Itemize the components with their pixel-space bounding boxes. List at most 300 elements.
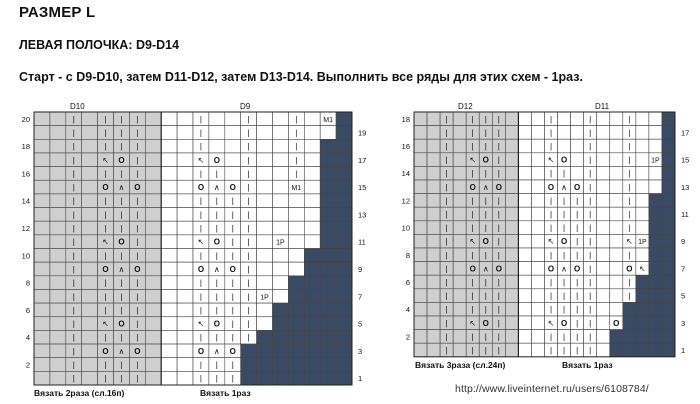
chart-cell [145, 180, 161, 194]
chart-cell [636, 316, 649, 330]
chart-cell [273, 126, 289, 140]
repeat-note: Вязать 1раз [200, 388, 251, 398]
stitch-symbol: | [445, 155, 448, 165]
chart-cell [336, 112, 352, 126]
row-number-even: 18 [21, 142, 30, 152]
stitch-symbol: | [628, 210, 631, 219]
stitch-symbol: | [445, 346, 448, 355]
chart-cell [518, 180, 531, 194]
chart-cell [257, 358, 273, 372]
chart-cell [649, 289, 662, 303]
chart-cell [145, 167, 161, 181]
stitch-symbol: | [445, 237, 448, 247]
chart-cell [414, 112, 427, 126]
stitch-symbol: | [563, 250, 566, 260]
stitch-symbol: O [482, 237, 489, 247]
chart-cell [82, 221, 98, 235]
chart-cell [636, 126, 649, 140]
stitch-symbol: | [120, 305, 123, 315]
chart-cell [209, 126, 225, 140]
chart-cell [320, 208, 336, 222]
stitch-symbol: ∧ [213, 264, 220, 274]
chart-cell [161, 330, 177, 344]
row-number-odd: 9 [681, 237, 686, 247]
chart-cell [320, 180, 336, 194]
chart-cell [505, 207, 518, 221]
chart-cell [288, 289, 304, 303]
chart-cell [161, 358, 177, 372]
chart-cell [257, 276, 273, 290]
stitch-symbol: | [104, 128, 107, 138]
chart-cell [336, 167, 352, 181]
stitch-symbol: | [549, 128, 553, 138]
chart-cell [427, 207, 440, 221]
chart-cell [414, 316, 427, 330]
row-number-odd: 11 [681, 210, 689, 219]
stitch-symbol: O [469, 264, 476, 274]
chart-cell [34, 262, 50, 276]
stitch-symbol: | [471, 142, 474, 151]
chart-cell [161, 371, 177, 385]
stitch-symbol: | [576, 318, 579, 328]
chart-cell [34, 371, 50, 385]
chart-cell [145, 276, 161, 290]
chart-cell [558, 112, 571, 126]
stitch-symbol: | [628, 128, 631, 138]
stitch-symbol: | [589, 237, 592, 247]
chart-cell [610, 221, 623, 235]
chart-cell [453, 248, 466, 262]
chart-cell [610, 343, 623, 357]
stitch-symbol: | [104, 224, 107, 234]
chart-cell [427, 330, 440, 344]
chart-cell [288, 371, 304, 385]
chart-cell [571, 166, 584, 180]
chart-cell [531, 316, 544, 330]
chart-cell [636, 289, 649, 303]
chart-cell [145, 139, 161, 153]
stitch-symbol: | [497, 210, 500, 219]
chart-cell [414, 330, 427, 344]
chart-cell [453, 343, 466, 357]
chart-cell [34, 194, 50, 208]
chart-cell [82, 344, 98, 358]
stitch-symbol: ∧ [482, 182, 489, 192]
chart-cell [505, 275, 518, 289]
chart-cell [414, 234, 427, 248]
chart-cell [649, 194, 662, 208]
chart-cell [161, 235, 177, 249]
stitch-symbol: | [247, 183, 250, 193]
chart-cell [320, 126, 336, 140]
chart-cell [177, 317, 193, 331]
chart-cell [177, 358, 193, 372]
chart-cell [518, 194, 531, 208]
chart-cell [257, 139, 273, 153]
chart-cell [145, 235, 161, 249]
chart-cell [50, 153, 66, 167]
stitch-symbol: | [231, 319, 234, 329]
chart-cell [597, 180, 610, 194]
stitch-symbol: ↖ [197, 155, 205, 165]
chart-cell [320, 289, 336, 303]
chart-cell [273, 371, 289, 385]
chart-cell [571, 153, 584, 167]
stitch-symbol: | [445, 142, 448, 151]
stitch-symbol: ↖ [469, 318, 477, 328]
stitch-symbol: | [484, 305, 487, 315]
stitch-symbol: | [72, 169, 75, 179]
chart-cell [518, 207, 531, 221]
chart-cell [34, 235, 50, 249]
chart-cell [453, 166, 466, 180]
stitch-symbol: O [102, 264, 109, 274]
stitch-symbol: | [72, 183, 75, 193]
chart-cell [82, 317, 98, 331]
stitch-symbol: | [484, 169, 487, 179]
chart-cell [636, 275, 649, 289]
stitch-symbol: | [104, 305, 107, 315]
chart-cell [336, 358, 352, 372]
chart-cell [453, 316, 466, 330]
chart-cell [427, 289, 440, 303]
stitch-symbol: | [549, 196, 553, 206]
chart-cell [82, 330, 98, 344]
chart-cell [34, 317, 50, 331]
stitch-symbol: O [213, 155, 220, 165]
chart-cell [505, 234, 518, 248]
stitch-symbol: ∧ [561, 182, 568, 192]
chart-cell [304, 303, 320, 317]
stitch-symbol: | [136, 319, 139, 329]
chart-cell [257, 330, 273, 344]
chart-cell [50, 317, 66, 331]
chart-cell [518, 275, 531, 289]
stitch-symbol: | [484, 128, 487, 138]
row-number-even: 16 [401, 142, 410, 151]
chart-cell [304, 289, 320, 303]
stitch-symbol: O [229, 183, 236, 193]
stitch-symbol: | [563, 305, 566, 315]
stitch-symbol: | [215, 333, 218, 343]
repeat-note: Вязать 1раз [562, 359, 613, 370]
chart-cell [649, 126, 662, 140]
stitch-symbol: | [471, 332, 474, 342]
stitch-symbol: O [482, 155, 489, 165]
chart-cell [453, 180, 466, 194]
stitch-symbol: | [72, 142, 75, 152]
chart-cell [304, 249, 320, 263]
row-number-even: 8 [405, 250, 410, 260]
chart-cell [531, 153, 544, 167]
chart-cell [257, 221, 273, 235]
chart-cell [82, 112, 98, 126]
chart-cell [161, 194, 177, 208]
section-title: ЛЕВАЯ ПОЛОЧКА: D9-D14 [19, 38, 180, 52]
chart-cell [518, 330, 531, 344]
chart-cell [34, 289, 50, 303]
stitch-symbol: | [199, 305, 202, 315]
chart-cell [177, 139, 193, 153]
chart-cell [304, 139, 320, 153]
chart-cell [161, 344, 177, 358]
chart-cell [610, 302, 623, 316]
stitch-symbol: O [560, 318, 568, 328]
chart-cell [50, 194, 66, 208]
stitch-symbol: ∧ [561, 264, 568, 274]
chart-cell [288, 276, 304, 290]
chart-cell [662, 343, 675, 357]
row-number-even: 8 [25, 278, 30, 288]
stitch-symbol: O [229, 264, 236, 274]
chart-cell [50, 344, 66, 358]
chart-cell [636, 180, 649, 194]
stitch-symbol: | [120, 210, 123, 220]
chart-cell [558, 126, 571, 140]
chart-cell [518, 139, 531, 153]
chart-cell [649, 207, 662, 221]
stitch-symbol: | [576, 305, 579, 315]
stitch-symbol: | [247, 264, 250, 274]
chart-cell [623, 343, 636, 357]
chart-cell [273, 112, 289, 126]
chart-cell [161, 112, 177, 126]
chart-cell [518, 302, 531, 316]
stitch-symbol: | [136, 114, 139, 124]
chart-cell [597, 262, 610, 276]
stitch-symbol: | [120, 360, 123, 370]
stitch-symbol: | [445, 318, 448, 328]
stitch-symbol: | [471, 114, 474, 124]
chart-cell [257, 262, 273, 276]
stitch-symbol: | [215, 224, 218, 234]
stitch-symbol: | [72, 278, 75, 288]
chart-cell [505, 289, 518, 303]
chart-cell [597, 207, 610, 221]
chart-cell [336, 262, 352, 276]
chart-cell [623, 316, 636, 330]
chart-cell [636, 248, 649, 262]
chart-cell [304, 180, 320, 194]
chart-cell [649, 330, 662, 344]
chart-cell [636, 330, 649, 344]
row-number-even: 10 [21, 251, 30, 261]
chart-cell [177, 371, 193, 385]
chart-cell [505, 126, 518, 140]
chart-cell [145, 249, 161, 263]
chart-cell [427, 302, 440, 316]
stitch-symbol: | [120, 292, 123, 302]
chart-cell [610, 289, 623, 303]
chart-cell [145, 371, 161, 385]
stitch-symbol: | [231, 196, 234, 206]
stitch-symbol: | [247, 319, 250, 329]
stitch-symbol: | [215, 278, 218, 288]
stitch-symbol: ↖ [197, 237, 205, 247]
chart-cell [336, 180, 352, 194]
stitch-symbol: | [231, 237, 234, 247]
chart-cell [145, 330, 161, 344]
stitch-symbol: ∧ [118, 346, 125, 356]
chart-cell [34, 139, 50, 153]
stitch-symbol: | [136, 155, 139, 165]
chart-cell [34, 126, 50, 140]
chart-cell [177, 344, 193, 358]
stitch-symbol: | [549, 210, 553, 219]
stitch-symbol: | [72, 114, 75, 124]
chart-cell [161, 221, 177, 235]
chart-cell [623, 302, 636, 316]
chart-cell [320, 194, 336, 208]
stitch-symbol: | [215, 196, 218, 206]
stitch-symbol: | [72, 155, 75, 165]
chart-cell [288, 303, 304, 317]
chart-cell [427, 248, 440, 262]
stitch-symbol: | [199, 360, 202, 370]
row-number-odd: 3 [681, 318, 686, 328]
chart-cell [225, 112, 241, 126]
chart-cell [273, 180, 289, 194]
chart-cell [623, 330, 636, 344]
stitch-symbol: 1P [260, 294, 269, 302]
stitch-symbol: | [589, 155, 592, 165]
chart-cell [662, 194, 675, 208]
chart-cell [597, 330, 610, 344]
chart-cell [320, 276, 336, 290]
chart-cell [257, 126, 273, 140]
stitch-symbol: | [589, 196, 592, 206]
stitch-symbol: | [136, 196, 139, 206]
chart-cell [82, 249, 98, 263]
stitch-symbol: | [484, 250, 487, 260]
chart-cell [82, 126, 98, 140]
stitch-symbol: | [231, 292, 234, 302]
stitch-symbol: | [445, 278, 448, 287]
stitch-symbol: | [549, 142, 553, 151]
chart-cell [531, 289, 544, 303]
stitch-symbol: | [295, 169, 298, 179]
stitch-symbol: | [247, 128, 250, 138]
stitch-symbol: | [72, 128, 75, 138]
row-number-even: 16 [21, 169, 30, 179]
chart-cell [336, 330, 352, 344]
chart-cell [531, 194, 544, 208]
stitch-symbol: | [563, 346, 566, 355]
chart-cell [304, 167, 320, 181]
stitch-symbol: | [295, 114, 298, 124]
stitch-symbol: | [471, 196, 474, 206]
chart-cell [414, 221, 427, 235]
row-number-odd: 15 [358, 183, 367, 193]
chart-cell [662, 275, 675, 289]
chart-cell [414, 262, 427, 276]
stitch-symbol: M1 [291, 185, 302, 193]
row-number-odd: 19 [358, 128, 367, 138]
chart-cell [82, 194, 98, 208]
stitch-symbol: | [484, 196, 487, 206]
chart-cell [427, 112, 440, 126]
stitch-symbol: | [576, 346, 579, 355]
stitch-symbol: | [231, 224, 234, 234]
row-number-even: 14 [21, 196, 30, 206]
stitch-symbol: | [136, 169, 139, 179]
chart-cell [177, 289, 193, 303]
chart-cell [273, 289, 289, 303]
chart-cell [414, 207, 427, 221]
stitch-symbol: O [495, 264, 502, 274]
stitch-symbol: O [102, 183, 109, 193]
stitch-symbol: | [589, 182, 592, 192]
chart-cell [414, 289, 427, 303]
chart-cell [145, 317, 161, 331]
stitch-symbol: | [576, 278, 579, 287]
stitch-symbol: | [295, 128, 298, 138]
stitch-symbol: | [589, 142, 592, 151]
stitch-symbol: | [445, 305, 448, 315]
chart-cell [597, 221, 610, 235]
stitch-symbol: ↖ [197, 319, 205, 329]
chart-cell [427, 139, 440, 153]
chart-cell [662, 316, 675, 330]
chart-cell [453, 207, 466, 221]
block-label: D10 [70, 102, 85, 111]
chart-cell [145, 208, 161, 222]
chart-cell [636, 166, 649, 180]
stitch-symbol: | [497, 142, 500, 151]
chart-cell [505, 194, 518, 208]
chart-cell [177, 194, 193, 208]
stitch-symbol: ↖ [639, 264, 646, 274]
chart-cell [241, 344, 257, 358]
stitch-symbol: | [445, 169, 448, 179]
stitch-symbol: | [215, 169, 218, 179]
chart-cell [453, 221, 466, 235]
chart-cell [636, 221, 649, 235]
chart-cell [34, 167, 50, 181]
chart-cell [257, 249, 273, 263]
stitch-symbol: 1P [638, 239, 647, 247]
row-number-odd: 17 [358, 155, 367, 165]
stitch-symbol: | [563, 223, 566, 233]
stitch-symbol: | [72, 264, 75, 274]
stitch-symbol: | [104, 142, 107, 152]
chart-cell [273, 208, 289, 222]
chart-cell [531, 275, 544, 289]
chart-cell [518, 262, 531, 276]
stitch-symbol: | [445, 250, 448, 260]
chart-cell [662, 221, 675, 235]
stitch-symbol: 1P [651, 157, 660, 165]
stitch-symbol: | [120, 128, 123, 138]
chart-cell [177, 276, 193, 290]
chart-cell [225, 153, 241, 167]
chart-cell [304, 221, 320, 235]
chart-cell [636, 302, 649, 316]
row-number-even: 2 [25, 360, 30, 370]
stitch-symbol: | [72, 251, 75, 261]
chart-cell [145, 344, 161, 358]
chart-cell [177, 303, 193, 317]
stitch-symbol: O [574, 264, 581, 274]
chart-cell [336, 289, 352, 303]
chart-cell [662, 153, 675, 167]
stitch-symbol: | [72, 196, 75, 206]
chart-cell [531, 126, 544, 140]
stitch-symbol: | [563, 291, 566, 301]
stitch-symbol: O [118, 237, 125, 247]
stitch-symbol: | [136, 128, 139, 138]
chart-cell [82, 262, 98, 276]
